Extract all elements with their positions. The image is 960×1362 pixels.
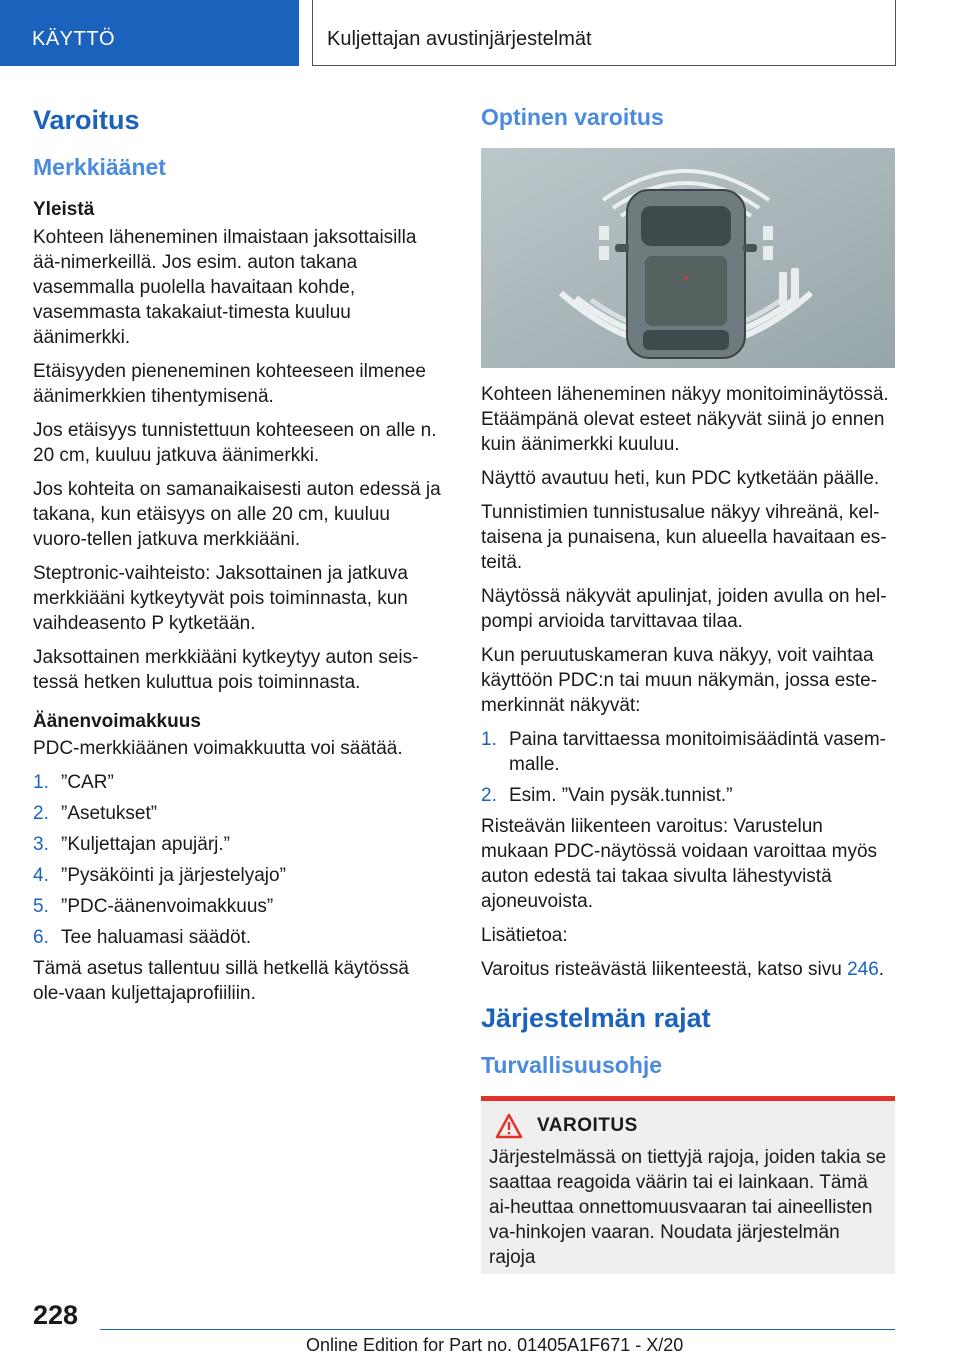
paragraph: Risteävän liikenteen varoitus: Varustelun mukaan PDC-näytössä voidaan varoittaa myös auton edestä tai takaa sivulta lähestyvistä ajoneuvoista.	[481, 815, 878, 912]
paragraph: Kohteen läheneminen näkyy monitoiminäytössä. Etäämpänä olevat esteet näkyvät siinä jo ennen kuin äänimerkki kuuluu.	[481, 383, 889, 455]
paragraph: Jos kohteita on samanaikaisesti auton edessä ja takana, kun etäisyys on alle 20 cm, kuuluu vuoro-tellen jatkuva merkkiääni.	[33, 478, 441, 550]
page-link-246[interactable]: 246	[847, 958, 879, 980]
list-item	[33, 925, 445, 950]
list-text: ”Pysäköinti ja järjestelyajo”	[61, 865, 286, 887]
volume-steps-list	[33, 770, 445, 950]
display-steps-list	[481, 727, 895, 808]
list-item	[481, 783, 895, 808]
list-text: ”CAR”	[61, 772, 114, 794]
list-item	[481, 727, 895, 777]
warning-triangle-icon	[495, 1113, 523, 1139]
paragraph: Näytössä näkyvät apulinjat, joiden avulla on hel-pompi arvioida tarvittavaa tilaa.	[481, 585, 887, 632]
list-number: 1.	[481, 728, 497, 750]
heading-volume: Äänenvoimakkuus	[33, 710, 201, 732]
left-column	[33, 96, 445, 1015]
header-section-label: KÄYTTÖ	[32, 28, 116, 50]
list-text: ”Kuljettajan apujärj.”	[61, 834, 230, 856]
warning-header	[489, 1113, 887, 1139]
paragraph: Kun peruutuskameran kuva näkyy, voit vaihtaa käyttöön PDC:n tai muun näkymän, jossa este-merkinnät näkyvät:	[481, 644, 878, 716]
footer-divider	[100, 1329, 895, 1330]
list-text: Esim. ”Vain pysäk.tunnist.”	[509, 784, 733, 806]
page-number: 228	[33, 1300, 79, 1330]
warning-title: VAROITUS	[537, 1114, 638, 1136]
list-text: ”PDC-äänenvoimakkuus”	[61, 896, 274, 918]
list-number: 2.	[33, 803, 49, 825]
paragraph: Jos etäisyys tunnistettuun kohteeseen on alle n. 20 cm, kuuluu jatkuva äänimerkki.	[33, 419, 437, 466]
paragraph: Näyttö avautuu heti, kun PDC kytketään päälle.	[481, 467, 880, 489]
list-text: Paina tarvittaessa monitoimisäädintä vasem-malle.	[509, 728, 887, 775]
list-number: 5.	[33, 896, 49, 918]
warning-box	[481, 1096, 895, 1274]
header-section-tab	[0, 0, 299, 66]
heading-general: Yleistä	[33, 198, 95, 220]
warning-text: Järjestelmässä on tiettyjä rajoja, joiden takia se saattaa reagoida väärin tai ei lainkaan. Tämä ai-heuttaa onnettomuusvaaran tai aineellisten va-hinkojen vaaran. Noudata järjestelmän rajoja	[489, 1146, 887, 1268]
pdc-display-illustration	[481, 148, 895, 368]
heading-beeps: Merkkiäänet	[33, 154, 166, 181]
cross-reference-text: Varoitus risteävästä liikenteestä, katso sivu	[481, 958, 848, 980]
header-chapter-box	[312, 0, 896, 66]
list-text: ”Asetukset”	[61, 803, 158, 825]
list-item	[33, 832, 445, 857]
list-item	[33, 770, 445, 795]
heading-warning: Varoitus	[33, 105, 140, 135]
paragraph: Lisätietoa:	[481, 924, 568, 946]
heading-system-limits: Järjestelmän rajat	[481, 1002, 711, 1033]
paragraph: Etäisyyden pieneneminen kohteeseen ilmenee äänimerkkien tihentymisenä.	[33, 360, 426, 407]
pdc-car-graphic	[481, 148, 895, 368]
header-chapter-label: Kuljettajan avustinjärjestelmät	[327, 28, 592, 50]
paragraph-cross-reference	[481, 957, 895, 982]
list-item	[33, 894, 445, 919]
list-number: 2.	[481, 784, 497, 806]
paragraph: Steptronic-vaihteisto: Jaksottainen ja jatkuva merkkiääni kytkeytyvät pois toiminnasta, kun vaihdeasento P kytketään.	[33, 562, 408, 634]
footer-edition: Online Edition for Part no. 01405A1F671 - X/20	[306, 1335, 684, 1355]
right-column	[481, 96, 895, 1274]
paragraph: PDC-merkkiäänen voimakkuutta voi säätää.	[33, 738, 403, 760]
paragraph: Tunnistimien tunnistusalue näkyy vihreänä, kel-taisena ja punaisena, kun alueella havaitaan es-teitä.	[481, 501, 887, 573]
period: .	[878, 958, 885, 980]
list-number: 1.	[33, 772, 49, 794]
paragraph: Tämä asetus tallentuu sillä hetkellä käytössä ole-vaan kuljettajaprofiiliin.	[33, 958, 409, 1005]
list-item	[33, 863, 445, 888]
heading-optical-warning: Optinen varoitus	[481, 104, 664, 130]
paragraph: Jaksottainen merkkiääni kytkeytyy auton seis-tessä hetken kuluttua pois toiminnasta.	[33, 646, 419, 693]
list-item	[33, 801, 445, 826]
list-number: 3.	[33, 834, 49, 856]
paragraph: Kohteen läheneminen ilmaistaan jaksottaisilla ää-nimerkeillä. Jos esim. auton takana vasemmalla puolella havaitaan kohde, vasemmasta takakaiut-timesta kuuluu äänimerkki.	[33, 226, 417, 348]
list-text: Tee haluamasi säädöt.	[61, 927, 252, 949]
heading-safety-note: Turvallisuusohje	[481, 1051, 663, 1078]
list-number: 4.	[33, 865, 49, 887]
list-number: 6.	[33, 927, 49, 949]
